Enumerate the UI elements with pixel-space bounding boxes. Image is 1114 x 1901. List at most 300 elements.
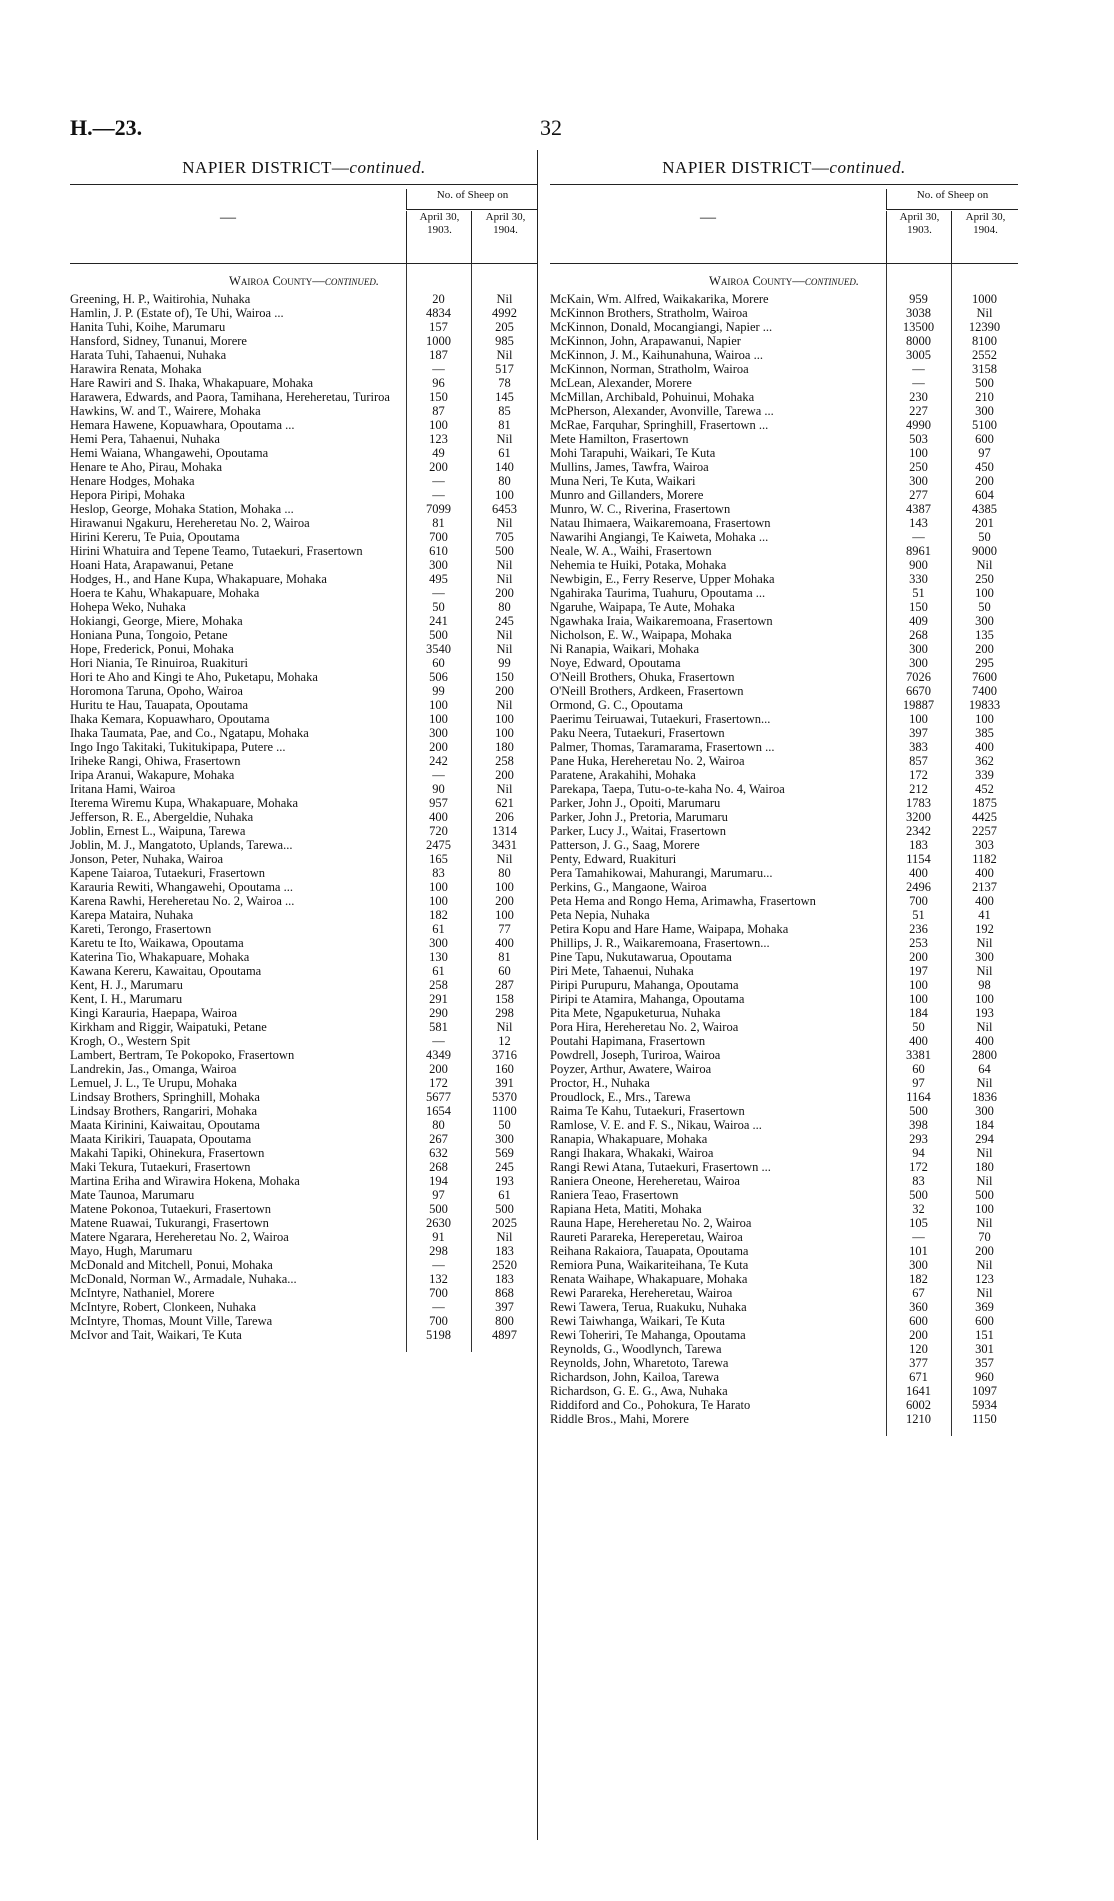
sheep-1904: 50 <box>498 1118 511 1132</box>
owner-name: Karena Rawhi, Hereheretau No. 2, Wairoa ... <box>70 894 295 908</box>
sheep-1903: 100 <box>429 698 448 712</box>
owner-name: Pora Hira, Hereheretau No. 2, Wairoa <box>550 1020 739 1034</box>
continued-label: continued. <box>829 158 906 177</box>
owner-name: Huritu te Hau, Tauapata, Opoutama <box>70 698 249 712</box>
table-row <box>70 1146 538 1160</box>
sheep-1904: 300 <box>975 614 994 628</box>
sheep-1904: Nil <box>496 698 513 712</box>
sheep-1904: 258 <box>495 754 514 768</box>
sheep-1903: 6670 <box>906 684 931 698</box>
sheep-1904: 300 <box>495 1132 514 1146</box>
owner-name: McMillan, Archibald, Pohuinui, Mohaka <box>550 390 755 404</box>
table-row <box>70 698 538 712</box>
owner-name: McLean, Alexander, Morere <box>550 376 692 390</box>
table-row <box>70 964 538 978</box>
sheep-1904: Nil <box>496 292 513 306</box>
table-header <box>70 184 538 264</box>
table-row <box>70 530 538 544</box>
table-row <box>550 348 1018 362</box>
table-row <box>70 1118 538 1132</box>
district-heading <box>550 158 1018 184</box>
sheep-1904: 5370 <box>492 1090 517 1104</box>
owner-name: Kent, I. H., Marumaru <box>70 992 183 1006</box>
owner-name: Riddiford and Co., Pohokura, Te Harato <box>550 1398 751 1412</box>
owner-name: McPherson, Alexander, Avonville, Tarewa ... <box>550 404 774 418</box>
right-column <box>550 158 1018 1426</box>
sheep-1903: 400 <box>909 866 928 880</box>
header-dash: — <box>220 209 236 226</box>
table-row <box>550 362 1018 376</box>
sheep-1903: 100 <box>429 880 448 894</box>
table-row <box>70 404 538 418</box>
table-row <box>70 1104 538 1118</box>
owner-name: Richardson, G. E. G., Awa, Nuhaka <box>550 1384 728 1398</box>
sheep-1904: 303 <box>975 838 994 852</box>
county-name: Wairoa County— <box>229 274 325 288</box>
sheep-1904: 145 <box>495 390 514 404</box>
owner-name: Hoera te Kahu, Whakapuare, Mohaka <box>70 586 260 600</box>
owner-name: Ngahiraka Taurima, Tuahuru, Opoutama ... <box>550 586 766 600</box>
sheep-1903: 50 <box>912 1020 925 1034</box>
sheep-1904: 100 <box>495 488 514 502</box>
sheep-1903: 61 <box>432 922 445 936</box>
owner-name: Peta Hema and Rongo Hema, Arimawha, Frasertown <box>550 894 816 908</box>
sheep-1904: 61 <box>498 1188 511 1202</box>
sheep-1903: 8961 <box>906 544 931 558</box>
owner-name: Hemi Waiana, Whangawehi, Opoutama <box>70 446 269 460</box>
table-row <box>550 922 1018 936</box>
owner-name: Rewi Taiwhanga, Waikari, Te Kuta <box>550 1314 725 1328</box>
sheep-1903: 212 <box>909 782 928 796</box>
owner-name: Katerina Tio, Whakapuare, Mohaka <box>70 950 250 964</box>
sheep-1903: 2630 <box>426 1216 451 1230</box>
table-row <box>550 866 1018 880</box>
sheep-1903: 19887 <box>902 698 935 712</box>
sheep-1903: 3038 <box>906 306 931 320</box>
entry-list <box>550 292 1018 1426</box>
sheep-1903: 1783 <box>906 796 931 810</box>
sheep-1903: 700 <box>429 1286 448 1300</box>
sheep-1904: Nil <box>976 1258 993 1272</box>
sheep-1903: 61 <box>432 964 445 978</box>
sheep-1904: 397 <box>495 1300 514 1314</box>
sheep-1904: 500 <box>495 544 514 558</box>
sheep-1903: 60 <box>432 656 445 670</box>
sheep-1903: 51 <box>912 586 925 600</box>
sheep-1904: 7400 <box>972 684 997 698</box>
sheep-1903: 94 <box>912 1146 925 1160</box>
sheep-1903: 100 <box>429 712 448 726</box>
table-row <box>550 1062 1018 1076</box>
sheep-1904: 180 <box>975 1160 994 1174</box>
sheep-1903: 900 <box>909 558 928 572</box>
sheep-1903: 506 <box>429 670 448 684</box>
owner-name: Ihaka Taumata, Pae, and Co., Ngatapu, Mohaka <box>70 726 309 740</box>
sheep-1903: 500 <box>909 1188 928 1202</box>
sheep-1904: 621 <box>495 796 514 810</box>
sheep-1904: 1100 <box>492 1104 517 1118</box>
owner-name: Joblin, Ernest L., Waipuna, Tarewa <box>70 824 246 838</box>
table-row <box>550 1370 1018 1384</box>
sheep-1904: 604 <box>975 488 994 502</box>
sheep-1904: 1000 <box>972 292 997 306</box>
sheep-1903: — <box>432 1258 445 1272</box>
owner-name: Poutahi Hapimana, Frasertown <box>550 1034 706 1048</box>
sheep-1904: Nil <box>976 1020 993 1034</box>
table-row <box>550 656 1018 670</box>
table-row <box>550 1328 1018 1342</box>
sheep-1903: 300 <box>429 936 448 950</box>
sheep-1904: 300 <box>975 1104 994 1118</box>
owner-name: Karetu te Ito, Waikawa, Opoutama <box>70 936 244 950</box>
table-row <box>70 1132 538 1146</box>
table-row <box>70 488 538 502</box>
owner-name: Poyzer, Arthur, Awatere, Wairoa <box>550 1062 712 1076</box>
table-row <box>550 516 1018 530</box>
table-row <box>70 1230 538 1244</box>
owner-name: McKinnon, Donald, Mocangiangi, Napier ... <box>550 320 773 334</box>
sheep-1904: 300 <box>975 404 994 418</box>
owner-name: Hoani Hata, Arapawanui, Petane <box>70 558 234 572</box>
column-header-1903: April 30, 1903. <box>886 211 952 263</box>
owner-name: Henare Hodges, Mohaka <box>70 474 195 488</box>
sheep-1903: 187 <box>429 348 448 362</box>
table-row <box>70 726 538 740</box>
sheep-1904: 357 <box>975 1356 994 1370</box>
sheep-1904: Nil <box>976 1286 993 1300</box>
table-row <box>70 838 538 852</box>
sheep-1903: 130 <box>429 950 448 964</box>
sheep-1904: Nil <box>976 1146 993 1160</box>
owner-name: Maata Kirinini, Kaiwaitau, Opoutama <box>70 1118 260 1132</box>
owner-name: Riddle Bros., Mahi, Morere <box>550 1412 689 1426</box>
owner-name: Hemi Pera, Tahaenui, Nuhaka <box>70 432 220 446</box>
column-rule <box>406 264 407 1352</box>
sheep-1904: Nil <box>496 516 513 530</box>
sheep-1904: Nil <box>496 348 513 362</box>
table-row <box>550 460 1018 474</box>
owner-name: Paku Neera, Tutaekuri, Frasertown <box>550 726 725 740</box>
sheep-1903: 600 <box>909 1314 928 1328</box>
table-row <box>550 1146 1018 1160</box>
owner-name: Hori Niania, Te Rinuiroa, Ruakituri <box>70 656 249 670</box>
owner-name: Hori te Aho and Kingi te Aho, Puketapu, Mohaka <box>70 670 318 684</box>
owner-name: Renata Waihape, Whakapuare, Mohaka <box>550 1272 748 1286</box>
column-header-1904: April 30, 1904. <box>471 211 539 263</box>
table-row <box>550 544 1018 558</box>
sheep-1904: 8100 <box>972 334 997 348</box>
table-row <box>550 1090 1018 1104</box>
sheep-1904: 193 <box>975 1006 994 1020</box>
sheep-1903: 400 <box>909 1034 928 1048</box>
table-row <box>70 558 538 572</box>
owner-name: McKinnon Brothers, Stratholm, Wairoa <box>550 306 748 320</box>
owner-name: Lambert, Bertram, Te Pokopoko, Frasertown <box>70 1048 295 1062</box>
table-row <box>70 1048 538 1062</box>
sheep-1904: 3431 <box>492 838 517 852</box>
owner-name: Lindsay Brothers, Springhill, Mohaka <box>70 1090 260 1104</box>
sheep-1903: 87 <box>432 404 445 418</box>
table-row <box>550 488 1018 502</box>
table-row <box>550 376 1018 390</box>
owner-name: Reihana Rakaiora, Tauapata, Opoutama <box>550 1244 749 1258</box>
sheep-1904: 2520 <box>492 1258 517 1272</box>
sheep-1903: 100 <box>429 894 448 908</box>
sheep-1903: 300 <box>429 558 448 572</box>
sheep-1903: 4387 <box>906 502 931 516</box>
table-row <box>70 432 538 446</box>
table-row <box>70 1160 538 1174</box>
table-row <box>70 978 538 992</box>
sheep-1903: 97 <box>912 1076 925 1090</box>
owner-name: Hohepa Weko, Nuhaka <box>70 600 186 614</box>
owner-name: Hawkins, W. and T., Wairere, Mohaka <box>70 404 261 418</box>
sheep-1904: 1836 <box>972 1090 997 1104</box>
sheep-1903: 268 <box>429 1160 448 1174</box>
owner-name: Landrekin, Jas., Omanga, Wairoa <box>70 1062 237 1076</box>
table-row <box>70 390 538 404</box>
sheep-1903: 360 <box>909 1300 928 1314</box>
table-row <box>550 1272 1018 1286</box>
sheep-1904: 400 <box>975 740 994 754</box>
sheep-1903: 5198 <box>426 1328 451 1342</box>
owner-name: Raima Te Kahu, Tutaekuri, Frasertown <box>550 1104 745 1118</box>
sheep-1904: 500 <box>975 1188 994 1202</box>
owner-name: Muna Neri, Te Kuta, Waikari <box>550 474 696 488</box>
owner-name: McIntyre, Thomas, Mount Ville, Tarewa <box>70 1314 273 1328</box>
sheep-1903: 293 <box>909 1132 928 1146</box>
table-header <box>550 184 1018 264</box>
owner-name: Ihaka Kemara, Kopuawharo, Opoutama <box>70 712 270 726</box>
table-row <box>550 1076 1018 1090</box>
owner-name: Natau Ihimaera, Waikaremoana, Frasertown <box>550 516 771 530</box>
owner-name: Hepora Piripi, Mohaka <box>70 488 185 502</box>
sheep-1904: 517 <box>495 362 514 376</box>
table-row <box>550 712 1018 726</box>
sheep-1903: 132 <box>429 1272 448 1286</box>
table-row <box>70 866 538 880</box>
sheep-1903: 80 <box>432 1118 445 1132</box>
owner-name: Powdrell, Joseph, Turiroa, Wairoa <box>550 1048 721 1062</box>
table-row <box>550 320 1018 334</box>
table-row <box>550 1188 1018 1202</box>
sheep-1904: 362 <box>975 754 994 768</box>
table-row <box>550 334 1018 348</box>
table-row <box>550 1216 1018 1230</box>
owner-name: Iriheke Rangi, Ohiwa, Frasertown <box>70 754 241 768</box>
sheep-1904: Nil <box>496 1230 513 1244</box>
owner-name: Matene Pokonoa, Tutaekuri, Frasertown <box>70 1202 272 1216</box>
table-row <box>70 306 538 320</box>
table-row <box>70 600 538 614</box>
owner-name: Maki Tekura, Tutaekuri, Frasertown <box>70 1160 251 1174</box>
table-row <box>550 1314 1018 1328</box>
owner-name: McIntyre, Nathaniel, Morere <box>70 1286 215 1300</box>
sheep-1903: 632 <box>429 1146 448 1160</box>
table-row <box>550 782 1018 796</box>
owner-name: Ingo Ingo Takitaki, Tukitukipapa, Putere ... <box>70 740 286 754</box>
table-row <box>70 1314 538 1328</box>
sheep-1903: 60 <box>912 1062 925 1076</box>
sheep-1903: 291 <box>429 992 448 1006</box>
sheep-1904: 200 <box>975 474 994 488</box>
owner-name: Ngaruhe, Waipapa, Te Aute, Mohaka <box>550 600 735 614</box>
owner-name: Parker, John J., Pretoria, Marumaru <box>550 810 728 824</box>
table-row <box>70 670 538 684</box>
sheep-1904: Nil <box>496 628 513 642</box>
sheep-1903: 3200 <box>906 810 931 824</box>
sheep-1904: 985 <box>495 334 514 348</box>
owner-name: Jefferson, R. E., Abergeldie, Nuhaka <box>70 810 254 824</box>
table-row <box>70 1062 538 1076</box>
table-row <box>550 432 1018 446</box>
sheep-1904: 61 <box>498 446 511 460</box>
sheep-1903: 398 <box>909 1118 928 1132</box>
owner-name: Kirkham and Riggir, Waipatuki, Petane <box>70 1020 267 1034</box>
sheep-1903: 503 <box>909 432 928 446</box>
sheep-1904: 1314 <box>492 824 517 838</box>
sheep-1904: 12390 <box>968 320 1001 334</box>
sheep-1904: Nil <box>496 432 513 446</box>
sheep-1904: 4897 <box>492 1328 517 1342</box>
table-row <box>550 1006 1018 1020</box>
owner-name: Heslop, George, Mohaka Station, Mohaka ... <box>70 502 294 516</box>
sheep-1904: 4385 <box>972 502 997 516</box>
owner-name: McIvor and Tait, Waikari, Te Kuta <box>70 1328 242 1342</box>
table-row <box>550 1034 1018 1048</box>
sheep-1903: 90 <box>432 782 445 796</box>
sheep-1903: 200 <box>429 1062 448 1076</box>
owner-name: Rewi Parareka, Hereheretau, Wairoa <box>550 1286 733 1300</box>
table-row <box>550 1342 1018 1356</box>
owner-name: Karauria Rewiti, Whangawehi, Opoutama ... <box>70 880 293 894</box>
owner-name: Peta Nepia, Nuhaka <box>550 908 650 922</box>
table-row <box>550 1412 1018 1426</box>
table-row <box>550 768 1018 782</box>
sheep-1904: 2025 <box>492 1216 517 1230</box>
district-title: NAPIER DISTRICT— <box>182 158 350 177</box>
owner-name: Piripi Purupuru, Mahanga, Opoutama <box>550 978 739 992</box>
sheep-1903: 8000 <box>906 334 931 348</box>
table-row <box>550 390 1018 404</box>
table-row <box>550 418 1018 432</box>
table-row <box>70 1006 538 1020</box>
table-row <box>550 740 1018 754</box>
owner-name: Nicholson, E. W., Waipapa, Mohaka <box>550 628 732 642</box>
sheep-1904: Nil <box>496 852 513 866</box>
sheep-1904: 800 <box>495 1314 514 1328</box>
sheep-1904: 2137 <box>972 880 997 894</box>
owner-name: Mete Hamilton, Frasertown <box>550 432 689 446</box>
column-header-1903: April 30, 1903. <box>406 211 472 263</box>
sheep-1903: 258 <box>429 978 448 992</box>
sheep-1903: 172 <box>429 1076 448 1090</box>
sheep-1904: 193 <box>495 1174 514 1188</box>
owner-name: Remiora Puna, Waikariteihana, Te Kuta <box>550 1258 749 1272</box>
sheep-count-header: No. of Sheep on <box>886 189 1018 210</box>
owner-name: Krogh, O., Western Spit <box>70 1034 191 1048</box>
sheep-1904: 600 <box>975 1314 994 1328</box>
owner-name: McKinnon, Norman, Stratholm, Wairoa <box>550 362 749 376</box>
sheep-1904: Nil <box>976 936 993 950</box>
sheep-1904: 201 <box>975 516 994 530</box>
owner-name: Paratene, Arakahihi, Mohaka <box>550 768 696 782</box>
sheep-1904: 97 <box>978 446 991 460</box>
table-row <box>550 1230 1018 1244</box>
owner-name: Pera Tamahikowai, Mahurangi, Marumaru... <box>550 866 773 880</box>
table-row <box>70 474 538 488</box>
sheep-1904: 1182 <box>972 852 997 866</box>
sheep-1903: 377 <box>909 1356 928 1370</box>
sheep-1903: 165 <box>429 852 448 866</box>
owner-name: Harawera, Edwards, and Paora, Tamihana, Hereheretau, Turiroa <box>70 390 390 404</box>
owner-name: Hirini Whatuira and Tepene Teamo, Tutaekuri, Frasertown <box>70 544 363 558</box>
sheep-1903: — <box>912 1230 925 1244</box>
owner-name: O'Neill Brothers, Ohuka, Frasertown <box>550 670 735 684</box>
owner-name: Martina Eriha and Wirawira Hokena, Mohaka <box>70 1174 300 1188</box>
sheep-1903: — <box>432 1300 445 1314</box>
sheep-1903: 1641 <box>906 1384 931 1398</box>
sheep-1903: 20 <box>432 292 445 306</box>
owner-name: Munro, W. C., Riverina, Frasertown <box>550 502 731 516</box>
owner-name: Nehemia te Huiki, Potaka, Mohaka <box>550 558 727 572</box>
sheep-1903: 250 <box>909 460 928 474</box>
table-row <box>550 824 1018 838</box>
sheep-1904: 100 <box>495 908 514 922</box>
sheep-1904: 158 <box>495 992 514 1006</box>
sheep-1904: Nil <box>976 1076 993 1090</box>
sheep-1903: 49 <box>432 446 445 460</box>
table-row <box>550 1160 1018 1174</box>
table-row <box>550 502 1018 516</box>
table-row <box>550 1174 1018 1188</box>
sheep-1903: 100 <box>909 712 928 726</box>
sheep-1904: 200 <box>495 684 514 698</box>
owner-name: Ormond, G. C., Opoutama <box>550 698 683 712</box>
table-row <box>550 614 1018 628</box>
sheep-1903: — <box>912 530 925 544</box>
table-row <box>550 1244 1018 1258</box>
sheep-1904: 135 <box>975 628 994 642</box>
sheep-1904: 339 <box>975 768 994 782</box>
table-row <box>550 852 1018 866</box>
sheep-1904: 287 <box>495 978 514 992</box>
district-heading <box>70 158 538 184</box>
sheep-1904: 3158 <box>972 362 997 376</box>
sheep-1904: 100 <box>975 712 994 726</box>
table-row <box>550 642 1018 656</box>
sheep-1903: 400 <box>429 810 448 824</box>
owner-name: Proctor, H., Nuhaka <box>550 1076 650 1090</box>
sheep-1903: 100 <box>909 446 928 460</box>
owner-name: Richardson, John, Kailoa, Tarewa <box>550 1370 719 1384</box>
sheep-1903: 720 <box>429 824 448 838</box>
owner-name: Mate Taunoa, Marumaru <box>70 1188 195 1202</box>
sheep-1903: 267 <box>429 1132 448 1146</box>
sheep-1903: 409 <box>909 614 928 628</box>
sheep-1904: 500 <box>975 376 994 390</box>
sheep-1903: 172 <box>909 768 928 782</box>
sheep-1903: 241 <box>429 614 448 628</box>
owner-name: Lindsay Brothers, Rangariri, Mohaka <box>70 1104 258 1118</box>
sheep-1903: 50 <box>432 600 445 614</box>
sheep-1903: 230 <box>909 390 928 404</box>
owner-name: Matere Ngarara, Hereheretau No. 2, Wairoa <box>70 1230 289 1244</box>
owner-name: Maata Kirikiri, Tauapata, Opoutama <box>70 1132 252 1146</box>
owner-name: Iritana Hami, Wairoa <box>70 782 176 796</box>
table-row <box>70 1090 538 1104</box>
page-number: 32 <box>540 115 562 140</box>
